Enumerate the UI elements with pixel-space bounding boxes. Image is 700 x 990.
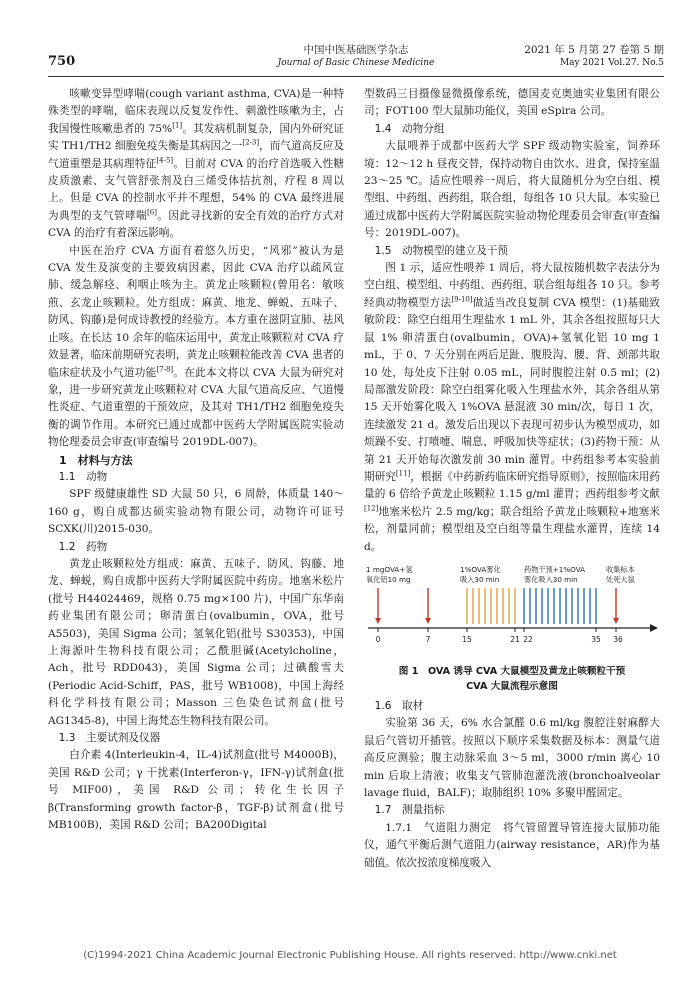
- tick-day-36: 36: [613, 634, 623, 644]
- volume-info-cn: 2021 年 5 月第 27 卷第 5 期: [524, 44, 664, 56]
- label-nebulization-2: 吸入30 min: [460, 574, 500, 584]
- tick-day-21: 21: [510, 634, 520, 644]
- sensitization-arrows: [378, 588, 428, 620]
- volume-info-en: May 2021 Vol.27. No.5: [559, 58, 664, 68]
- tick-day-7: 7: [425, 634, 431, 644]
- timeline-diagram: [364, 562, 660, 662]
- tick-day-15: 15: [462, 634, 472, 644]
- label-intervention-1: 药物干预+1%OVA: [524, 564, 586, 574]
- airway-resistance-paragraph: 1.7.1 气道阻力测定 将气管留置导管连接大鼠肺功能仪，通气平衡后测气道阻力(airway resistance，AR)作为基础值。依次按浓度梯度吸入: [364, 821, 660, 869]
- label-harvest-2: 处死大鼠: [606, 574, 635, 584]
- grouping-paragraph: 大鼠喂养于成都中医药大学 SPF 级动物实验室，饲养环境：12～12 h 昼夜交替，保持动物自由饮水、进食，保持室温 23～25 ℃。适应性喂养一周后，将大鼠随机分为空白组、模型组、中药组、西药组，联合组，每组各 10 只大鼠。本实验已通过成都中医药大学附属医院实验动物伦理委员会审查(审查编号：2019DL-007)。: [364, 140, 660, 240]
- reagents-paragraph-cont: 型数码三目摄像显微摄像系统，德国麦克奥迪实业集团有限公司；FOT100 型大鼠肺功能仪，美国 eSpira 公司。: [364, 88, 660, 118]
- sampling-paragraph: 实验第 36 天，6% 水合氯醛 0.6 ml/kg 腹腔注射麻醉大鼠后气管切开插管。按照以下顺序采集数据及标本：测量气道高反应测验；腹主动脉采血 3～5 ml，3000 r/min 离心 10 min 后取上清液；收集支气管肺泡灌洗液(bronchoalveolar lavage fluid，BALF)；取肺组织 10% 多聚甲醛固定。: [364, 717, 660, 799]
- label-sensitization-2: 氧化铝10 mg: [366, 574, 411, 584]
- subsection-heading-1-4: 1.4 动物分组: [374, 122, 445, 135]
- model-paragraph: 图 1 示，适应性喂养 1 周后，将大鼠按随机数字表法分为空白组、模型组、中药组、西药组、联合组每组各 10 只。参考经典动物模型方法[9-10]做适当改良复制 CVA 模型：(1)基础致敏阶段：除空白组用生理盐水 1 mL 外，其余各组按照每只大鼠 1% 卵清蛋白(ovalbumin，OVA)+氢氧化铝 10 mg 1 mL，于 0、7 天分别在两后足趾、腹股沟、腰、背、颈部共取 10 处，每处皮下注射 0.05 mL，同时腹腔注射 0.5 ml；(2)局部激发阶段：除空白组雾化吸入生理盐水外，其余各组从第 15 天开始雾化吸入 1%OVA 悬混液 30 min/次，每日 1 次，连续激发 21 d。激发后出现以下表现可初步认为模型成功，如烦躁不安、打喷嚏、喘息、呼吸加快等症状；(3)药物干预：从第 21 天开始每次激发前 30 min 灌胃。中药组参考本实验前期研究[11]，根据《中药新药临床研究指导原则》，按照临床用药量的 6 倍给予黄龙止咳颗粒 1.15 g/ml 灌胃；西药组参考文献[12]地塞米松片 2.5 mg/kg；联合组给予黄龙止咳颗粒+地塞米松，剂量同前；模型组及空白组等量生理盐水灌胃，连续 14 d。: [364, 262, 661, 553]
- label-harvest-1: 收集标本: [606, 564, 635, 574]
- nebulization-bars: [467, 588, 515, 624]
- intro-paragraph-1: 咳嗽变异型哮喘(cough variant asthma, CVA)是一种特殊类型的哮喘，临床表现以反复发作性、刺激性咳嗽为主，占我国慢性咳嗽患者的 75%[1]。其发病机制复杂，国内外研究证实 TH1/TH2 细胞免疫失衡是其病因之一[2-3]，而气道高反应及气道重塑是其病理特征[4-5]。目前对 CVA 的治疗首选吸入性糖皮质激素、支气管舒张剂及白三烯受体拮抗剂，疗程 8 周以上。但是 CVA 的控制水平并不理想，54% 的 CVA 最终进展为典型的支气管哮喘[6]。因此寻找新的安全有效的治疗方式对 CVA 的治疗有着深远影响。: [48, 88, 345, 240]
- tick-day-22: 22: [523, 634, 533, 644]
- figure-caption-line-2: CVA 大鼠流程示意图: [466, 680, 558, 692]
- figure-1-caption: [364, 664, 660, 694]
- subsection-heading-1-2: 1.2 药物: [58, 540, 108, 553]
- intervention-bars: [524, 588, 596, 624]
- subsection-heading-1-7: 1.7 测量指标: [374, 804, 445, 817]
- page-header: [48, 40, 664, 76]
- page-number: 750: [48, 54, 76, 69]
- label-intervention-2: 雾化吸入30 min: [524, 574, 578, 584]
- arrow-head-day7: [425, 618, 431, 624]
- tick-day-0: 0: [375, 634, 381, 644]
- drugs-paragraph: 黄龙止咳颗粒处方组成：麻黄、五味子、防风、钩藤、地龙、蝉蜕，购自成都中医药大学附属医院中药房。地塞米松片(批号 H44024469，规格 0.75 mg×100 片)，中国广东华南药业集团有限公司；卵清蛋白(ovalbumin，OVA，批号 A5503)，美国 Sigma 公司；氢氧化铝(批号 S30353)，中国上海源叶生物科技有限公司；乙酰胆碱(Acetylcholine，Ach，批号 RDD043)，美国 Sigma 公司；过碘酸雪夫(Periodic Acid-Schiff，PAS，批号 WB1008)，中国上海经科化学科技有限公司；Masson 三色染色试剂盒(批号 AG1345-8)，中国上海梵态生物科技有限公司。: [48, 557, 344, 727]
- timeline-axis-arrow: [650, 624, 658, 632]
- subsection-heading-1-1: 1.1 动物: [58, 470, 108, 483]
- figure-caption-line-1: 图 1 OVA 诱导 CVA 大鼠模型及黄龙止咳颗粒干预: [398, 665, 626, 677]
- subsection-heading-1-6: 1.6 取材: [374, 699, 424, 712]
- subsection-heading-1-5: 1.5 动物模型的建立及干预: [374, 244, 508, 257]
- copyright-footer: (C)1994-2021 China Academic Journal Electronic Publishing House. All rights reserved. http://www.cnki.net: [83, 950, 617, 961]
- header-rule: [48, 76, 664, 77]
- journal-title-cn: 中国中医基础医学杂志: [303, 44, 409, 56]
- section-heading-1: 1 材料与方法: [59, 453, 133, 467]
- right-column: [364, 86, 660, 872]
- label-sensitization-1: 1 mgOVA+氢: [366, 564, 413, 574]
- animals-paragraph: SPF 级健康雄性 SD 大鼠 50 只，6 周龄，体质量 140～160 g，购自成都达硕实验动物有限公司，动物许可证号 SCXK(川)2015-030。: [48, 488, 344, 536]
- intro-paragraph-2: 中医在治疗 CVA 方面有着悠久历史，“风邪”被认为是 CVA 发生及演变的主要致病因素，因此 CVA 治疗以疏风宣肺、缓急解痉、利咽止咳为主。黄龙止咳颗粒(曾用名：敏咳煎、玄龙止咳颗粒。处方组成：麻黄、地龙、蝉蜕、五味子、防风、钩藤)是何成诗教授的经验方。本方重在滋阴宣肺、祛风止咳。在长达 10 余年的临床运用中，黄龙止咳颗粒对 CVA 疗效显著，临床前期研究表明，黄龙止咳颗粒能改善 CVA 患者的临床症状及小气道功能[7-8]。在此本文将以 CVA 大鼠为研究对象，进一步研究黄龙止咳颗粒对 CVA 大鼠气道高反应、气道慢性炎症、气道重塑的干预效应，及其对 TH1/TH2 细胞免疫失衡的调节作用。本研究已通过成都中医药大学附属医院实验动物伦理委员会审查(审查编号 2019DL-007)。: [48, 244, 345, 449]
- left-column: [48, 86, 344, 834]
- journal-title-en: Journal of Basic Chinese Medicine: [277, 58, 435, 68]
- figure-1-timeline: [364, 562, 660, 662]
- arrow-head-day36: [613, 618, 619, 624]
- subsection-heading-1-3: 1.3 主要试剂及仪器: [58, 732, 161, 745]
- reagents-paragraph: 白介素 4(Interleukin-4，IL-4)试剂盒(批号 M4000B)，美国 R&D 公司；γ 干扰素(Interferon-γ，IFN-γ)试剂盒(批号 MIF00)，美国 R&D 公司；转化生长因子 β(Transforming growth factor-β，TGF-β)试剂盒(批号 MB100B)，美国 R&D 公司；BA200Digital: [48, 749, 344, 832]
- tick-day-35: 35: [591, 634, 601, 644]
- label-nebulization-1: 1%OVA雾化: [460, 564, 501, 574]
- arrow-head-day0: [375, 618, 381, 624]
